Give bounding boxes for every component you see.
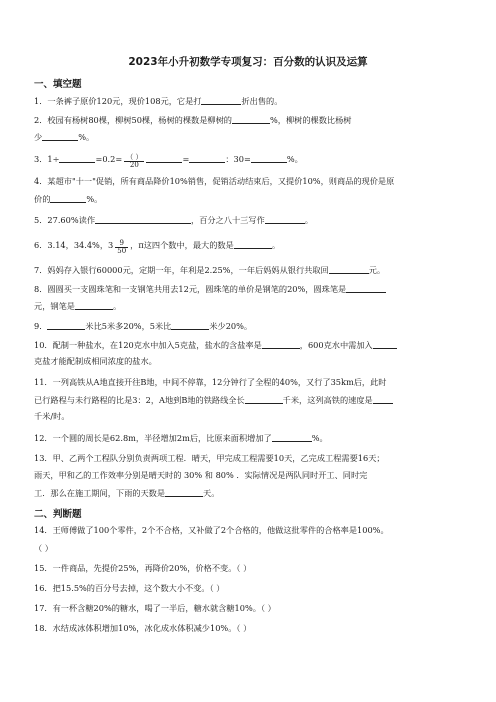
question-14-continued xyxy=(34,543,474,553)
question-number: 7． xyxy=(34,265,48,275)
question-4 xyxy=(34,176,474,186)
answer-blank[interactable] xyxy=(189,153,225,163)
question-12 xyxy=(34,432,474,443)
question-7 xyxy=(34,264,474,275)
question-text: ：30= xyxy=(225,154,251,164)
question-text: 。 xyxy=(112,301,122,311)
question-number: 4． xyxy=(34,176,48,186)
question-text: 千米，这列高铁的速度是 xyxy=(282,395,373,405)
question-11-continued xyxy=(34,394,474,405)
answer-blank[interactable] xyxy=(50,193,86,203)
question-text: 元。 xyxy=(368,265,386,275)
question-text: 价的 xyxy=(34,194,51,204)
question-text: 工．那么在施工期间，下雨的天数是 xyxy=(34,488,166,498)
question-text: ，π这四个数中，最大的数是 xyxy=(130,240,234,250)
answer-blank[interactable] xyxy=(373,339,397,349)
question-18 xyxy=(34,623,474,633)
document-title: 2023年小升初数学专项复习：百分数的认识及运算 xyxy=(128,56,368,68)
question-2-continued xyxy=(34,131,474,142)
question-number: 2． xyxy=(34,115,48,125)
question-number: 3． xyxy=(34,154,48,164)
question-text: 雨天，甲和乙的工作效率分别是晴天时的 30% 和 80% ．实际情况是两队同时开工、同时完 xyxy=(34,470,368,480)
question-text: 天。 xyxy=(203,488,220,498)
question-text: 王师傅做了100个零件，2个不合格，又补做了2个合格的，他做这批零件的合格率是100%。 xyxy=(52,525,389,535)
question-number: 6． xyxy=(34,240,48,250)
section-heading-true-false: 二、判断题 xyxy=(34,509,82,520)
answer-parentheses[interactable]: （ ） xyxy=(34,543,53,553)
answer-blank[interactable] xyxy=(329,264,369,274)
question-text: 米比5米多20%，5米比 xyxy=(85,321,172,331)
question-9 xyxy=(34,320,474,331)
question-15 xyxy=(34,563,474,573)
question-1 xyxy=(34,95,474,106)
question-4-continued xyxy=(34,193,474,204)
answer-blank[interactable] xyxy=(234,239,272,249)
question-text: ，600克水中需加入 xyxy=(299,340,373,350)
question-14 xyxy=(34,525,474,535)
fraction-denominator: 50 xyxy=(117,247,127,255)
answer-blank[interactable] xyxy=(95,214,191,224)
question-number: 15． xyxy=(34,563,53,573)
answer-blank[interactable] xyxy=(272,432,312,442)
question-text: =0.2= xyxy=(95,154,123,164)
question-8-continued xyxy=(34,300,474,311)
question-text: 米少20%。 xyxy=(209,321,253,331)
answer-blank[interactable] xyxy=(245,394,283,404)
fraction xyxy=(124,154,144,169)
question-text: 千米/时。 xyxy=(34,411,70,421)
question-text: 圆圆买一支圆珠笔和一支钢笔共用去12元，圆珠笔的单价是钢笔的20%，圆珠笔是 xyxy=(47,284,347,294)
question-16 xyxy=(34,583,474,593)
question-text: 一个圆的周长是62.8m，半径增加2m后，比原来面积增加了 xyxy=(52,433,272,443)
question-number: 11． xyxy=(34,377,53,387)
question-5 xyxy=(34,214,474,225)
question-2 xyxy=(34,114,474,125)
answer-blank[interactable] xyxy=(165,487,203,497)
question-17 xyxy=(34,603,474,613)
question-text: 27.60%读作 xyxy=(47,215,96,225)
answer-blank[interactable] xyxy=(262,339,300,349)
answer-blank[interactable] xyxy=(201,95,241,105)
question-11-continued-2 xyxy=(34,411,474,421)
answer-blank[interactable] xyxy=(59,153,95,163)
answer-blank[interactable] xyxy=(373,394,393,404)
fraction-numerator: 9 xyxy=(115,240,128,248)
question-text: %，柳树的棵数比杨树 xyxy=(270,115,352,125)
question-13-continued-2 xyxy=(34,487,474,498)
question-text: 1÷ xyxy=(47,154,60,164)
question-11 xyxy=(34,377,474,387)
question-number: 17． xyxy=(34,603,53,613)
section-heading-fill-in: 一、填空题 xyxy=(34,79,82,90)
fraction-numerator[interactable]: （ ） xyxy=(126,153,143,161)
question-text: %。 xyxy=(78,132,95,142)
question-text: 3.14，34.4%， xyxy=(47,240,109,250)
question-text: 一列高铁从A地直接开往B地，中间不停靠，12分钟行了全程的40%，又行了35km后，此时 xyxy=(52,377,387,387)
question-13-continued xyxy=(34,470,474,480)
question-8 xyxy=(34,283,474,294)
question-text: 配制一种盐水，在120克水中加入5克盐，盐水的含盐率是 xyxy=(52,340,262,350)
fraction xyxy=(115,240,128,255)
answer-blank[interactable] xyxy=(251,153,287,163)
question-number: 8． xyxy=(34,284,48,294)
question-number: 18． xyxy=(34,623,53,633)
question-text: 一件商品，先提价25%，再降价20%，价格不变。（ ） xyxy=(52,563,252,573)
question-3 xyxy=(34,153,474,169)
answer-blank[interactable] xyxy=(146,153,182,163)
question-text: 妈妈存入银行60000元，定期一年，年利是2.25%，一年后妈妈从银行共取回 xyxy=(47,265,329,275)
question-text: ，百分之八十三写作 xyxy=(191,215,265,225)
question-text: 。 xyxy=(304,215,313,225)
question-text: 甲、乙两个工程队分别负责两项工程．晴天，甲完成工程需要10天，乙完成工程需要16天； xyxy=(52,453,385,463)
question-number: 16． xyxy=(34,583,53,593)
question-text: 一条裤子原价120元，现价108元，它是打 xyxy=(47,96,202,106)
question-text: 有一杯含糖20%的糖水，喝了一半后，糖水就含糖10%。（ ） xyxy=(52,603,276,613)
question-number: 9． xyxy=(34,321,48,331)
question-text: 折出售的。 xyxy=(241,96,283,106)
question-text: %。 xyxy=(86,194,103,204)
answer-blank[interactable] xyxy=(346,283,386,293)
question-text: 元，钢笔是 xyxy=(34,301,75,311)
question-text: 少 xyxy=(34,132,43,142)
answer-blank[interactable] xyxy=(265,214,305,224)
question-text: 把15.5%的百分号去掉，这个数大小不变。（ ） xyxy=(52,583,225,593)
question-text: %。 xyxy=(311,433,328,443)
question-number: 12． xyxy=(34,433,53,443)
question-text: 水结成冰体积增加10%，冰化成水体积减少10%。（ ） xyxy=(52,623,252,633)
question-10-continued xyxy=(34,356,474,366)
question-text: 。 xyxy=(271,240,281,250)
question-number: 13． xyxy=(34,453,53,463)
question-6 xyxy=(34,239,474,255)
question-10 xyxy=(34,339,474,350)
question-text: 某超市"十一"促销，所有商品降价10%销售，促销活动结束后，又提价10%，则商品的现价是原 xyxy=(47,176,395,186)
question-text: %。 xyxy=(286,154,303,164)
question-number: 1． xyxy=(34,96,48,106)
question-number: 14． xyxy=(34,525,53,535)
question-text: 校园有杨树80棵，柳树50棵，杨树的棵数是柳树的 xyxy=(47,115,232,125)
answer-blank[interactable] xyxy=(232,114,270,124)
mixed-number-integer: 3 xyxy=(108,240,114,250)
question-text: = xyxy=(182,154,190,164)
question-text: 已行路程与未行路程的比是3：2，A地到B地的铁路线全长 xyxy=(34,395,245,405)
question-number: 5． xyxy=(34,215,48,225)
answer-blank[interactable] xyxy=(47,320,85,330)
answer-blank[interactable] xyxy=(171,320,209,330)
answer-blank[interactable] xyxy=(42,131,78,141)
fraction-denominator: 20 xyxy=(129,161,139,169)
answer-blank[interactable] xyxy=(75,300,113,310)
question-number: 10． xyxy=(34,340,53,350)
question-text: 克盐才能配制成相同浓度的盐水。 xyxy=(34,356,157,366)
question-13 xyxy=(34,453,474,463)
